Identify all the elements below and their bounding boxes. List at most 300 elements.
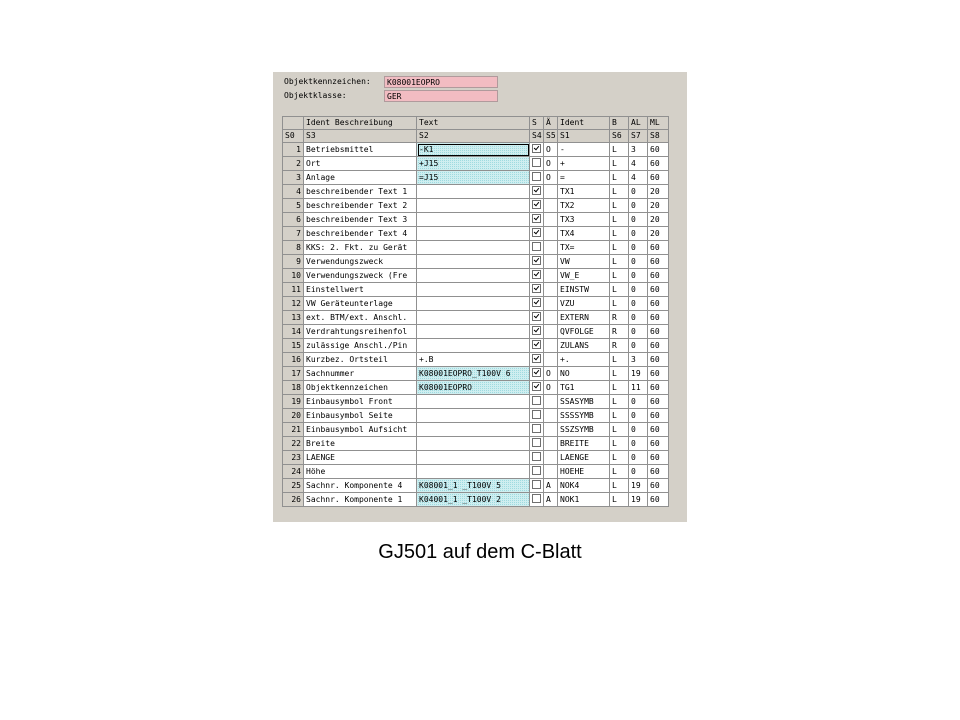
table-row (283, 437, 669, 451)
text-value-cell[interactable] (417, 269, 530, 283)
s5-cell: A (544, 479, 558, 493)
text-value-cell[interactable]: K08001EOPRO_T100V 6 (417, 367, 530, 381)
checkbox-checked[interactable] (532, 340, 541, 349)
s4-checkbox-cell (530, 185, 544, 199)
ident-description-cell: LAENGE (304, 451, 417, 465)
ident-description-cell: ext. BTM/ext. Anschl. (304, 311, 417, 325)
row-number: 25 (283, 479, 304, 493)
column-header[interactable]: S2 (417, 130, 530, 143)
ident-description-cell: beschreibender Text 1 (304, 185, 417, 199)
ident-cell: VW (558, 255, 610, 269)
column-header[interactable]: B (610, 117, 629, 130)
text-value-cell[interactable] (417, 185, 530, 199)
attribute-table (282, 116, 669, 507)
ident-cell: VZU (558, 297, 610, 311)
ml-cell: 60 (648, 143, 669, 157)
text-value-cell[interactable]: =J15 (417, 171, 530, 185)
ml-cell: 20 (648, 199, 669, 213)
ident-description-cell: Betriebsmittel (304, 143, 417, 157)
s4-checkbox-cell (530, 157, 544, 171)
checkbox-checked[interactable] (532, 228, 541, 237)
ident-cell: TX3 (558, 213, 610, 227)
row-number: 18 (283, 381, 304, 395)
row-number: 6 (283, 213, 304, 227)
b-cell: L (610, 283, 629, 297)
text-value-cell[interactable] (417, 339, 530, 353)
s5-cell (544, 213, 558, 227)
text-value-cell[interactable]: K08001EOPRO (417, 381, 530, 395)
al-cell: 19 (629, 479, 648, 493)
ident-description-cell: Breite (304, 437, 417, 451)
row-number: 5 (283, 199, 304, 213)
al-cell: 19 (629, 367, 648, 381)
ident-cell: TX2 (558, 199, 610, 213)
ident-cell: - (558, 143, 610, 157)
checkbox-unchecked[interactable] (532, 396, 541, 405)
s5-cell (544, 227, 558, 241)
row-number: 12 (283, 297, 304, 311)
checkbox-checked[interactable] (532, 284, 541, 293)
ident-description-cell: beschreibender Text 4 (304, 227, 417, 241)
s5-cell: O (544, 367, 558, 381)
objektkennzeichen-label: Objektkennzeichen: (284, 77, 371, 86)
column-header[interactable]: Text (417, 117, 530, 130)
ident-description-cell: Einbausymbol Aufsicht (304, 423, 417, 437)
s4-checkbox-cell (530, 325, 544, 339)
checkbox-checked[interactable] (532, 200, 541, 209)
al-cell: 0 (629, 269, 648, 283)
b-cell: L (610, 381, 629, 395)
s5-cell (544, 311, 558, 325)
table-row (283, 395, 669, 409)
row-number: 19 (283, 395, 304, 409)
al-cell: 0 (629, 311, 648, 325)
column-header[interactable]: Ident (558, 117, 610, 130)
column-header[interactable]: S5 (544, 130, 558, 143)
text-value-cell[interactable]: K08001_1 _T100V 5 (417, 479, 530, 493)
header-row-codes (283, 130, 669, 143)
checkbox-unchecked[interactable] (532, 494, 541, 503)
ident-description-cell: zulässige Anschl./Pin (304, 339, 417, 353)
s4-checkbox-cell (530, 423, 544, 437)
row-number: 8 (283, 241, 304, 255)
al-cell: 0 (629, 437, 648, 451)
ml-cell: 60 (648, 255, 669, 269)
s4-checkbox-cell (530, 297, 544, 311)
text-value-cell[interactable] (417, 213, 530, 227)
ml-cell: 60 (648, 353, 669, 367)
column-header[interactable]: S7 (629, 130, 648, 143)
ident-description-cell: Verwendungszweck (Fre (304, 269, 417, 283)
ident-description-cell: Sachnummer (304, 367, 417, 381)
table-row (283, 381, 669, 395)
ident-cell: HOEHE (558, 465, 610, 479)
ml-cell: 20 (648, 213, 669, 227)
b-cell: L (610, 479, 629, 493)
table-row (283, 283, 669, 297)
b-cell: L (610, 185, 629, 199)
s4-checkbox-cell (530, 465, 544, 479)
ident-cell: SSZSYMB (558, 423, 610, 437)
ident-cell: TX1 (558, 185, 610, 199)
s5-cell (544, 353, 558, 367)
al-cell: 0 (629, 199, 648, 213)
text-value-cell[interactable]: +J15 (417, 157, 530, 171)
text-value-cell[interactable] (417, 423, 530, 437)
s5-cell (544, 339, 558, 353)
ident-description-cell: Höhe (304, 465, 417, 479)
objektkennzeichen-field[interactable]: K08001EOPRO (384, 76, 498, 88)
b-cell: L (610, 423, 629, 437)
al-cell: 0 (629, 339, 648, 353)
s4-checkbox-cell (530, 437, 544, 451)
s4-checkbox-cell (530, 199, 544, 213)
objektklasse-field[interactable]: GER (384, 90, 498, 102)
checkbox-unchecked[interactable] (532, 466, 541, 475)
s5-cell (544, 199, 558, 213)
row-number: 14 (283, 325, 304, 339)
ident-cell: NO (558, 367, 610, 381)
column-header[interactable] (283, 117, 304, 130)
ident-description-cell: Objektkennzeichen (304, 381, 417, 395)
ml-cell: 20 (648, 227, 669, 241)
checkbox-checked[interactable] (532, 214, 541, 223)
b-cell: L (610, 143, 629, 157)
column-header[interactable]: S0 (283, 130, 304, 143)
b-cell: R (610, 311, 629, 325)
ml-cell: 60 (648, 297, 669, 311)
table-row (283, 199, 669, 213)
s5-cell (544, 409, 558, 423)
checkbox-checked[interactable] (532, 186, 541, 195)
table-row (283, 423, 669, 437)
ident-description-cell: beschreibender Text 2 (304, 199, 417, 213)
ident-cell: = (558, 171, 610, 185)
ml-cell: 60 (648, 493, 669, 507)
ml-cell: 20 (648, 185, 669, 199)
column-header[interactable]: S6 (610, 130, 629, 143)
b-cell: L (610, 269, 629, 283)
row-number: 20 (283, 409, 304, 423)
s4-checkbox-cell (530, 227, 544, 241)
row-number: 17 (283, 367, 304, 381)
ml-cell: 60 (648, 283, 669, 297)
al-cell: 0 (629, 325, 648, 339)
al-cell: 0 (629, 227, 648, 241)
table-row (283, 269, 669, 283)
ident-cell: +. (558, 353, 610, 367)
row-number: 10 (283, 269, 304, 283)
table-row (283, 409, 669, 423)
table-row (283, 311, 669, 325)
ident-cell: TX= (558, 241, 610, 255)
s5-cell (544, 241, 558, 255)
ml-cell: 60 (648, 479, 669, 493)
column-header[interactable]: Ä (544, 117, 558, 130)
s5-cell (544, 437, 558, 451)
row-number: 26 (283, 493, 304, 507)
s5-cell (544, 269, 558, 283)
checkbox-unchecked[interactable] (532, 242, 541, 251)
s4-checkbox-cell (530, 395, 544, 409)
row-number: 15 (283, 339, 304, 353)
column-header[interactable]: AL (629, 117, 648, 130)
ml-cell: 60 (648, 339, 669, 353)
objektklasse-label: Objektklasse: (284, 91, 347, 100)
b-cell: L (610, 465, 629, 479)
checkbox-checked[interactable] (532, 298, 541, 307)
al-cell: 0 (629, 213, 648, 227)
b-cell: L (610, 451, 629, 465)
text-value-cell[interactable]: +.B (417, 353, 530, 367)
checkbox-checked[interactable] (532, 270, 541, 279)
ml-cell: 60 (648, 367, 669, 381)
header-row-labels (283, 117, 669, 130)
al-cell: 0 (629, 423, 648, 437)
row-number: 11 (283, 283, 304, 297)
checkbox-checked[interactable] (532, 312, 541, 321)
s5-cell (544, 325, 558, 339)
al-cell: 0 (629, 241, 648, 255)
al-cell: 0 (629, 255, 648, 269)
row-number: 13 (283, 311, 304, 325)
ident-cell: BREITE (558, 437, 610, 451)
table-row (283, 325, 669, 339)
column-header[interactable]: S3 (304, 130, 417, 143)
slide-caption: GJ501 auf dem C-Blatt (378, 541, 582, 563)
checkbox-unchecked[interactable] (532, 438, 541, 447)
al-cell: 0 (629, 283, 648, 297)
table-row (283, 241, 669, 255)
checkbox-unchecked[interactable] (532, 158, 541, 167)
ident-cell: QVFOLGE (558, 325, 610, 339)
column-header[interactable]: S4 (530, 130, 544, 143)
table-row (283, 213, 669, 227)
ml-cell: 60 (648, 409, 669, 423)
al-cell: 4 (629, 171, 648, 185)
text-value-cell[interactable] (417, 437, 530, 451)
row-number: 2 (283, 157, 304, 171)
b-cell: L (610, 437, 629, 451)
text-value-cell[interactable] (417, 311, 530, 325)
checkbox-checked[interactable] (532, 382, 541, 391)
ml-cell: 60 (648, 381, 669, 395)
ml-cell: 60 (648, 437, 669, 451)
table-row (283, 353, 669, 367)
checkbox-unchecked[interactable] (532, 452, 541, 461)
row-number: 7 (283, 227, 304, 241)
b-cell: R (610, 325, 629, 339)
text-value-cell[interactable] (417, 227, 530, 241)
s4-checkbox-cell (530, 451, 544, 465)
b-cell: L (610, 255, 629, 269)
text-value-cell[interactable] (417, 283, 530, 297)
ident-cell: TG1 (558, 381, 610, 395)
al-cell: 3 (629, 143, 648, 157)
ident-cell: + (558, 157, 610, 171)
b-cell: L (610, 241, 629, 255)
s4-checkbox-cell (530, 381, 544, 395)
ident-cell: ZULANS (558, 339, 610, 353)
s5-cell (544, 451, 558, 465)
s5-cell (544, 297, 558, 311)
s5-cell: O (544, 143, 558, 157)
ident-cell: EINSTW (558, 283, 610, 297)
text-value-cell[interactable] (417, 395, 530, 409)
column-header[interactable]: S1 (558, 130, 610, 143)
ident-description-cell: Einbausymbol Front (304, 395, 417, 409)
ident-description-cell: Anlage (304, 171, 417, 185)
s5-cell: O (544, 157, 558, 171)
ident-description-cell: Verdrahtungsreihenfol (304, 325, 417, 339)
checkbox-unchecked[interactable] (532, 410, 541, 419)
table-row (283, 171, 669, 185)
b-cell: L (610, 297, 629, 311)
text-value-cell[interactable] (417, 255, 530, 269)
text-value-cell[interactable] (417, 241, 530, 255)
checkbox-checked[interactable] (532, 144, 541, 153)
b-cell: L (610, 157, 629, 171)
s4-checkbox-cell (530, 241, 544, 255)
column-header[interactable]: Ident Beschreibung (304, 117, 417, 130)
row-number: 4 (283, 185, 304, 199)
b-cell: L (610, 213, 629, 227)
text-value-cell[interactable] (417, 297, 530, 311)
al-cell: 4 (629, 157, 648, 171)
table-row (283, 227, 669, 241)
attribute-editor-panel (273, 72, 687, 522)
b-cell: L (610, 409, 629, 423)
b-cell: L (610, 227, 629, 241)
checkbox-unchecked[interactable] (532, 480, 541, 489)
text-value-cell[interactable]: K04001_1 _T100V 2 (417, 493, 530, 507)
s5-cell (544, 283, 558, 297)
ident-description-cell: KKS: 2. Fkt. zu Gerät (304, 241, 417, 255)
ml-cell: 60 (648, 423, 669, 437)
s5-cell (544, 255, 558, 269)
al-cell: 11 (629, 381, 648, 395)
table-row (283, 479, 669, 493)
b-cell: L (610, 367, 629, 381)
row-number: 21 (283, 423, 304, 437)
checkbox-checked[interactable] (532, 368, 541, 377)
b-cell: L (610, 353, 629, 367)
ident-cell: VW_E (558, 269, 610, 283)
table-row (283, 367, 669, 381)
ident-cell: SSASYMB (558, 395, 610, 409)
row-number: 24 (283, 465, 304, 479)
row-number: 16 (283, 353, 304, 367)
checkbox-unchecked[interactable] (532, 172, 541, 181)
s5-cell: O (544, 381, 558, 395)
row-number: 3 (283, 171, 304, 185)
al-cell: 0 (629, 465, 648, 479)
ml-cell: 60 (648, 157, 669, 171)
b-cell: L (610, 493, 629, 507)
ident-description-cell: Kurzbez. Ortsteil (304, 353, 417, 367)
text-value-cell[interactable] (417, 199, 530, 213)
column-header[interactable]: ML (648, 117, 669, 130)
table-row (283, 465, 669, 479)
ident-description-cell: Einstellwert (304, 283, 417, 297)
s4-checkbox-cell (530, 479, 544, 493)
ident-description-cell: Verwendungszweck (304, 255, 417, 269)
ml-cell: 60 (648, 325, 669, 339)
s4-checkbox-cell (530, 493, 544, 507)
ml-cell: 60 (648, 395, 669, 409)
s4-checkbox-cell (530, 269, 544, 283)
column-header[interactable]: S (530, 117, 544, 130)
b-cell: L (610, 171, 629, 185)
row-number: 23 (283, 451, 304, 465)
al-cell: 0 (629, 297, 648, 311)
al-cell: 0 (629, 185, 648, 199)
table-row (283, 157, 669, 171)
s5-cell (544, 423, 558, 437)
ident-cell: NOK1 (558, 493, 610, 507)
b-cell: L (610, 199, 629, 213)
ident-cell: SSSSYMB (558, 409, 610, 423)
ident-description-cell: Sachnr. Komponente 1 (304, 493, 417, 507)
ml-cell: 60 (648, 451, 669, 465)
s5-cell (544, 185, 558, 199)
b-cell: L (610, 395, 629, 409)
text-value-cell[interactable] (417, 325, 530, 339)
ident-cell: LAENGE (558, 451, 610, 465)
ident-description-cell: Ort (304, 157, 417, 171)
al-cell: 19 (629, 493, 648, 507)
s4-checkbox-cell (530, 367, 544, 381)
checkbox-unchecked[interactable] (532, 424, 541, 433)
table-row (283, 143, 669, 157)
al-cell: 0 (629, 409, 648, 423)
s4-checkbox-cell (530, 255, 544, 269)
table-row (283, 297, 669, 311)
ident-description-cell: Sachnr. Komponente 4 (304, 479, 417, 493)
ident-description-cell: Einbausymbol Seite (304, 409, 417, 423)
s5-cell: A (544, 493, 558, 507)
s4-checkbox-cell (530, 311, 544, 325)
s4-checkbox-cell (530, 143, 544, 157)
s5-cell (544, 395, 558, 409)
checkbox-checked[interactable] (532, 256, 541, 265)
text-value-cell[interactable] (417, 465, 530, 479)
table-row (283, 255, 669, 269)
ml-cell: 60 (648, 311, 669, 325)
checkbox-checked[interactable] (532, 326, 541, 335)
al-cell: 3 (629, 353, 648, 367)
column-header[interactable]: S8 (648, 130, 669, 143)
table-row (283, 493, 669, 507)
text-value-cell[interactable] (417, 409, 530, 423)
s4-checkbox-cell (530, 171, 544, 185)
row-number: 1 (283, 143, 304, 157)
al-cell: 0 (629, 395, 648, 409)
row-number: 9 (283, 255, 304, 269)
s4-checkbox-cell (530, 213, 544, 227)
checkbox-checked[interactable] (532, 354, 541, 363)
ident-description-cell: VW Geräteunterlage (304, 297, 417, 311)
ml-cell: 60 (648, 241, 669, 255)
ident-cell: NOK4 (558, 479, 610, 493)
s4-checkbox-cell (530, 353, 544, 367)
s4-checkbox-cell (530, 339, 544, 353)
row-number: 22 (283, 437, 304, 451)
text-value-cell[interactable]: -K1 (417, 143, 530, 157)
text-value-cell[interactable] (417, 451, 530, 465)
ml-cell: 60 (648, 465, 669, 479)
s4-checkbox-cell (530, 283, 544, 297)
